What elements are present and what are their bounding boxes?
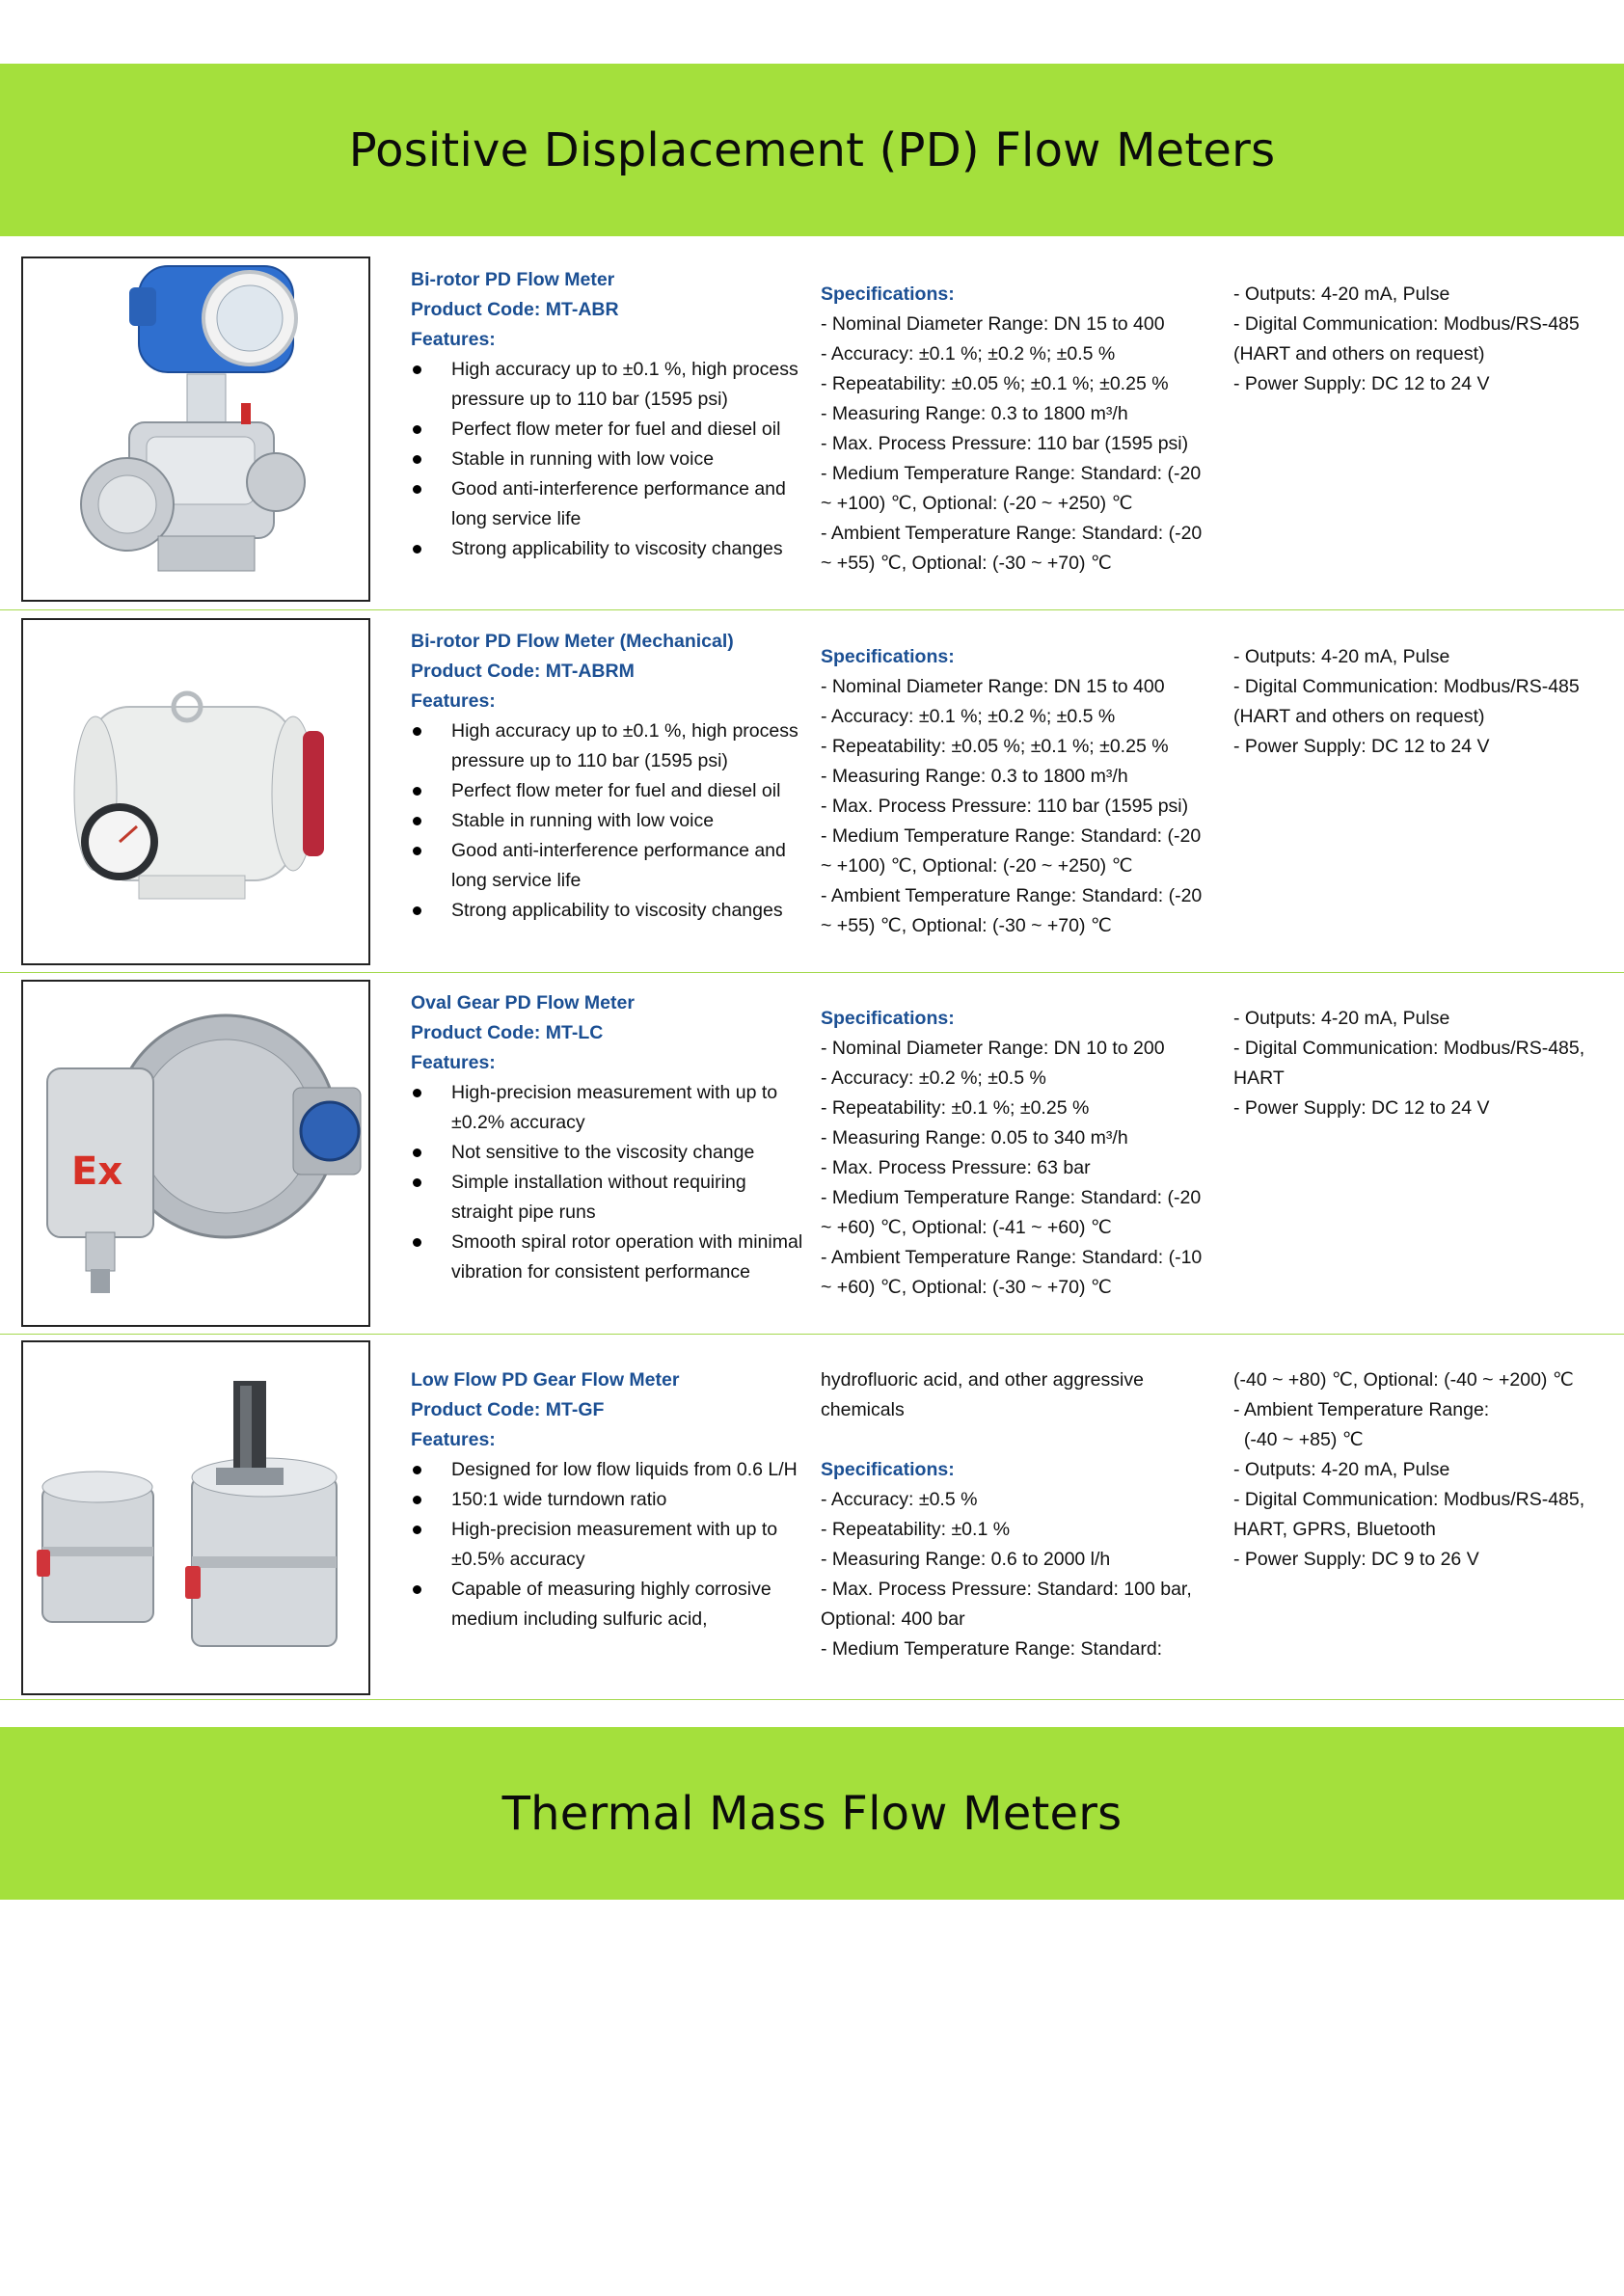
- spec-label: Specifications:: [821, 1008, 955, 1029]
- product-1-features: [411, 265, 806, 564]
- feature-item: High accuracy up to ±0.1 %, high process pressure up to 110 bar (1595 psi): [411, 716, 806, 776]
- spec-item: - Ambient Temperature Range: Standard: (-20 ~ +55) ℃, Optional: (-30 ~ +70) ℃: [821, 523, 1203, 574]
- product-name: Bi-rotor PD Flow Meter: [411, 269, 615, 290]
- spec-item: - Outputs: 4-20 mA, Pulse: [1233, 646, 1450, 667]
- spec-label: Specifications:: [821, 1459, 955, 1480]
- section-title: Positive Displacement (PD) Flow Meters: [348, 122, 1276, 177]
- spec-item: - Ambient Temperature Range: Standard: (-20 ~ +55) ℃, Optional: (-30 ~ +70) ℃: [821, 885, 1203, 936]
- spec-item: - Accuracy: ±0.2 %; ±0.5 %: [821, 1067, 1046, 1089]
- feature-item: Perfect flow meter for fuel and diesel oil: [411, 415, 806, 445]
- feature-item: Stable in running with low voice: [411, 445, 806, 474]
- spec-item: - Ambient Temperature Range: Standard: (-10 ~ +60) ℃, Optional: (-30 ~ +70) ℃: [821, 1247, 1203, 1298]
- spec-item: - Repeatability: ±0.1 %: [821, 1519, 1011, 1540]
- spec-item: - Repeatability: ±0.05 %; ±0.1 %; ±0.25 %: [821, 736, 1169, 757]
- spec-item: - Max. Process Pressure: 110 bar (1595 psi): [821, 796, 1189, 817]
- features-label: Features:: [411, 690, 496, 712]
- feature-item: Good anti-interference performance and long service life: [411, 474, 806, 534]
- feature-list: [411, 1455, 806, 1634]
- feature-item: Capable of measuring highly corrosive medium including sulfuric acid,: [411, 1575, 806, 1634]
- product-photo-bi-rotor-mechanical: [21, 618, 370, 965]
- feature-item: Strong applicability to viscosity changes: [411, 534, 806, 564]
- spec-label: Specifications:: [821, 284, 955, 305]
- section-banner-pd: [0, 64, 1624, 236]
- spec-item: (-40 ~ +80) ℃, Optional: (-40 ~ +200) ℃: [1233, 1369, 1574, 1391]
- spec-item: - Outputs: 4-20 mA, Pulse: [1233, 284, 1450, 305]
- product-code: Product Code: MT-GF: [411, 1399, 605, 1420]
- feature-item: Stable in running with low voice: [411, 806, 806, 836]
- feature-item: 150:1 wide turndown ratio: [411, 1485, 806, 1515]
- bi-rotor-mechanical-meter-image: [23, 620, 368, 963]
- feature-item: Designed for low flow liquids from 0.6 L/H: [411, 1455, 806, 1485]
- product-photo-low-flow-gear: [21, 1340, 370, 1695]
- product-1-specs-right: [1233, 280, 1619, 399]
- features-label: Features:: [411, 329, 496, 350]
- spec-item: - Ambient Temperature Range:: [1233, 1399, 1490, 1420]
- spec-item: - Power Supply: DC 12 to 24 V: [1233, 736, 1490, 757]
- product-1-specs: [821, 280, 1216, 579]
- spec-item: - Medium Temperature Range: Standard: (-20 ~ +100) ℃, Optional: (-20 ~ +250) ℃: [821, 825, 1202, 877]
- spec-item: - Accuracy: ±0.1 %; ±0.2 %; ±0.5 %: [821, 343, 1116, 365]
- spec-item: - Power Supply: DC 12 to 24 V: [1233, 1097, 1490, 1119]
- spec-item: - Power Supply: DC 12 to 24 V: [1233, 373, 1490, 394]
- features-label: Features:: [411, 1429, 496, 1450]
- spec-item: - Measuring Range: 0.3 to 1800 m³/h: [821, 766, 1128, 787]
- feature-list: [411, 716, 806, 926]
- product-2-specs: [821, 642, 1216, 941]
- spec-item: - Accuracy: ±0.1 %; ±0.2 %; ±0.5 %: [821, 706, 1116, 727]
- product-name: Oval Gear PD Flow Meter: [411, 992, 635, 1013]
- section-title: Thermal Mass Flow Meters: [501, 1786, 1123, 1841]
- feature-item: High-precision measurement with up to ±0.2% accuracy: [411, 1078, 806, 1138]
- spec-item: - Nominal Diameter Range: DN 15 to 400: [821, 313, 1165, 335]
- oval-gear-meter-image: [23, 982, 368, 1325]
- spec-item: - Digital Communication: Modbus/RS-485 (HART and others on request): [1233, 676, 1580, 727]
- spec-item: - Nominal Diameter Range: DN 15 to 400: [821, 676, 1165, 697]
- row-divider: [0, 972, 1624, 973]
- spec-item: (-40 ~ +85) ℃: [1233, 1429, 1364, 1450]
- spec-item: - Digital Communication: Modbus/RS-485 (HART and others on request): [1233, 313, 1580, 365]
- feature-list: [411, 1078, 806, 1287]
- spec-label: Specifications:: [821, 646, 955, 667]
- product-name: Bi-rotor PD Flow Meter (Mechanical): [411, 631, 734, 652]
- spec-item: - Measuring Range: 0.05 to 340 m³/h: [821, 1127, 1128, 1148]
- spec-item: - Medium Temperature Range: Standard: (-20 ~ +60) ℃, Optional: (-41 ~ +60) ℃: [821, 1187, 1202, 1238]
- product-4-specs: [821, 1365, 1216, 1664]
- product-photo-bi-rotor: [21, 257, 370, 602]
- feature-list: [411, 355, 806, 564]
- feature-continuation: hydrofluoric acid, and other aggressive chemicals: [821, 1369, 1144, 1420]
- product-3-specs: [821, 1004, 1216, 1303]
- product-code: Product Code: MT-ABR: [411, 299, 619, 320]
- product-4-specs-right: [1233, 1365, 1619, 1575]
- spec-item: - Max. Process Pressure: Standard: 100 bar, Optional: 400 bar: [821, 1579, 1192, 1630]
- bi-rotor-meter-image: [23, 258, 368, 600]
- product-code: Product Code: MT-ABRM: [411, 661, 635, 682]
- product-3-features: [411, 988, 806, 1287]
- spec-item: - Measuring Range: 0.3 to 1800 m³/h: [821, 403, 1128, 424]
- product-name: Low Flow PD Gear Flow Meter: [411, 1369, 680, 1391]
- product-2-features: [411, 627, 806, 926]
- spec-item: - Repeatability: ±0.1 %; ±0.25 %: [821, 1097, 1090, 1119]
- low-flow-gear-meter-image: [23, 1342, 368, 1693]
- features-label: Features:: [411, 1052, 496, 1073]
- row-divider: [0, 1334, 1624, 1335]
- row-divider: [0, 609, 1624, 610]
- spec-item: - Medium Temperature Range: Standard: (-20 ~ +100) ℃, Optional: (-20 ~ +250) ℃: [821, 463, 1202, 514]
- spec-item: - Medium Temperature Range: Standard:: [821, 1638, 1163, 1660]
- feature-item: Strong applicability to viscosity changes: [411, 896, 806, 926]
- svg-text:Ex: Ex: [71, 1149, 123, 1194]
- feature-item: High-precision measurement with up to ±0.5% accuracy: [411, 1515, 806, 1575]
- feature-item: Simple installation without requiring straight pipe runs: [411, 1168, 806, 1228]
- feature-item: Good anti-interference performance and long service life: [411, 836, 806, 896]
- spec-item: - Outputs: 4-20 mA, Pulse: [1233, 1459, 1450, 1480]
- spec-item: - Max. Process Pressure: 110 bar (1595 psi): [821, 433, 1189, 454]
- feature-item: Smooth spiral rotor operation with minimal vibration for consistent performance: [411, 1228, 806, 1287]
- product-4-features: [411, 1365, 806, 1634]
- section-banner-thermal: [0, 1727, 1624, 1900]
- row-divider: [0, 1699, 1624, 1700]
- feature-item: High accuracy up to ±0.1 %, high process pressure up to 110 bar (1595 psi): [411, 355, 806, 415]
- spec-item: - Digital Communication: Modbus/RS-485, HART: [1233, 1038, 1585, 1089]
- feature-item: Not sensitive to the viscosity change: [411, 1138, 806, 1168]
- spec-item: - Max. Process Pressure: 63 bar: [821, 1157, 1091, 1178]
- product-code: Product Code: MT-LC: [411, 1022, 604, 1043]
- product-3-specs-right: [1233, 1004, 1619, 1123]
- spec-item: - Power Supply: DC 9 to 26 V: [1233, 1549, 1479, 1570]
- spec-item: - Repeatability: ±0.05 %; ±0.1 %; ±0.25 %: [821, 373, 1169, 394]
- spec-item: - Outputs: 4-20 mA, Pulse: [1233, 1008, 1450, 1029]
- spec-item: - Digital Communication: Modbus/RS-485, HART, GPRS, Bluetooth: [1233, 1489, 1585, 1540]
- spec-item: - Measuring Range: 0.6 to 2000 l/h: [821, 1549, 1111, 1570]
- feature-item: Perfect flow meter for fuel and diesel oil: [411, 776, 806, 806]
- spec-item: - Nominal Diameter Range: DN 10 to 200: [821, 1038, 1165, 1059]
- product-2-specs-right: [1233, 642, 1619, 762]
- spacer: [821, 1425, 1216, 1455]
- product-photo-oval-gear: [21, 980, 370, 1327]
- spec-item: - Accuracy: ±0.5 %: [821, 1489, 978, 1510]
